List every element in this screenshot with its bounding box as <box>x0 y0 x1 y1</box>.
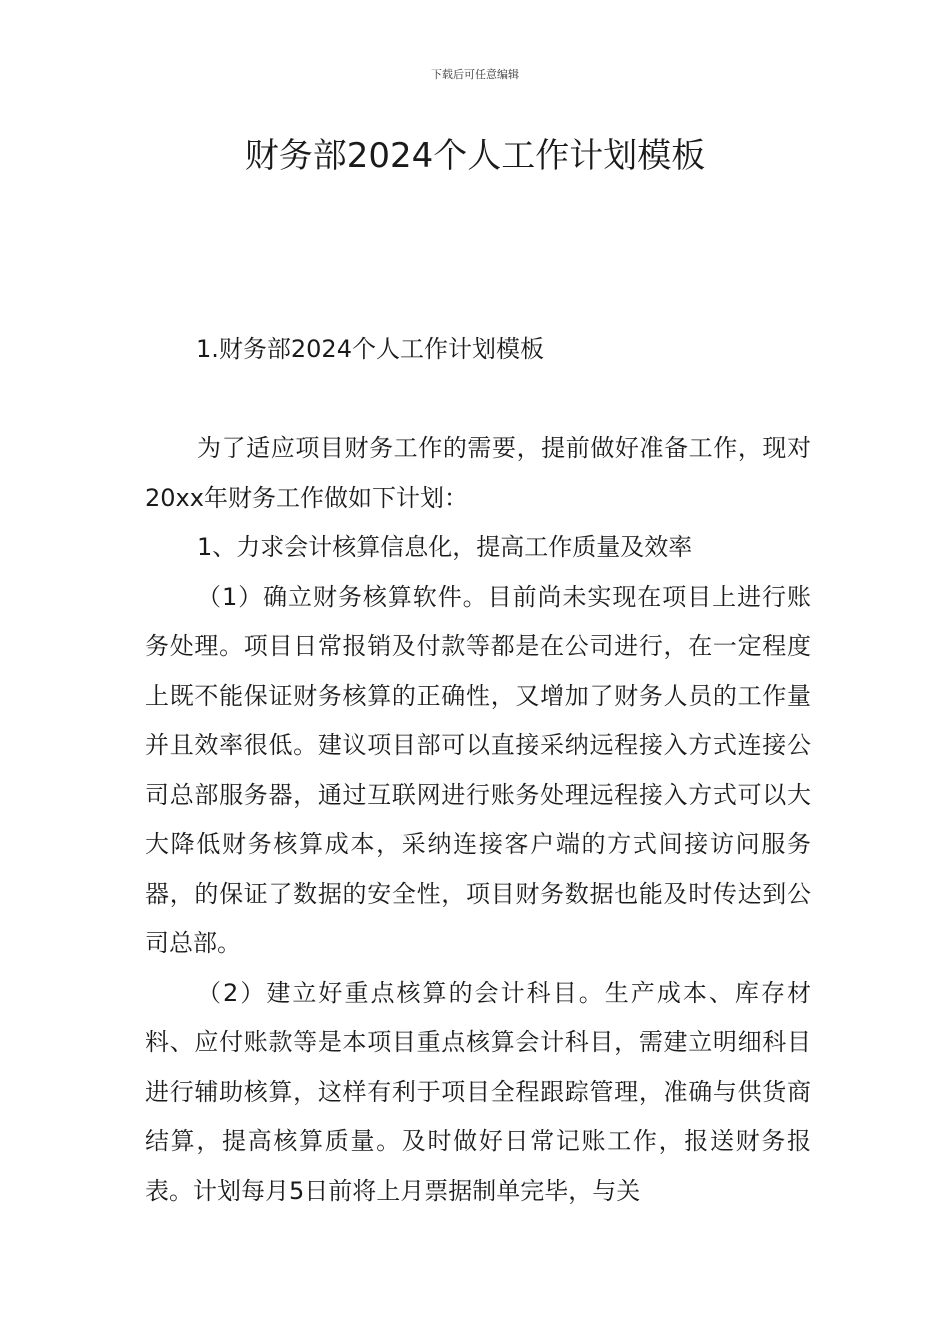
paragraph-intro: 为了适应项目财务工作的需要，提前做好准备工作，现对20xx年财务工作做如下计划： <box>145 434 811 512</box>
paragraph-item-1: 1、力求会计核算信息化，提高工作质量及效率 <box>197 533 693 561</box>
paragraph-subitem-2: （2）建立好重点核算的会计科目。生产成本、库存材料、应付账款等是本项目重点核算会计科目，需建立明细科目进行辅助核算，这样有利于项目全程跟踪管理，准确与供货商结算，提高核算质量。及时做好日常记账工作，报送财务报表。计划每月5日前将上月票据制单完毕，与关 <box>145 978 811 1205</box>
section-heading: 1.财务部2024个人工作计划模板 <box>196 335 544 363</box>
paragraph-subitem-1: （1）确立财务核算软件。目前尚未实现在项目上进行账务处理。项目日常报销及付款等都是在公司进行，在一定程度上既不能保证财务核算的正确性，又增加了财务人员的工作量并且效率很低。建议项目部可以直接采纳远程接入方式连接公司总部服务器，通过互联网进行账务处理远程接入方式可以大大降低财务核算成本，采纳连接客户端的方式间接访问服务器，的保证了数据的安全性，项目财务数据也能及时传达到公司总部。 <box>145 582 811 957</box>
header-note: 下载后可任意编辑 <box>431 68 519 81</box>
body-paragraphs <box>145 424 811 1216</box>
document-title: 财务部2024个人工作计划模板 <box>244 136 706 176</box>
